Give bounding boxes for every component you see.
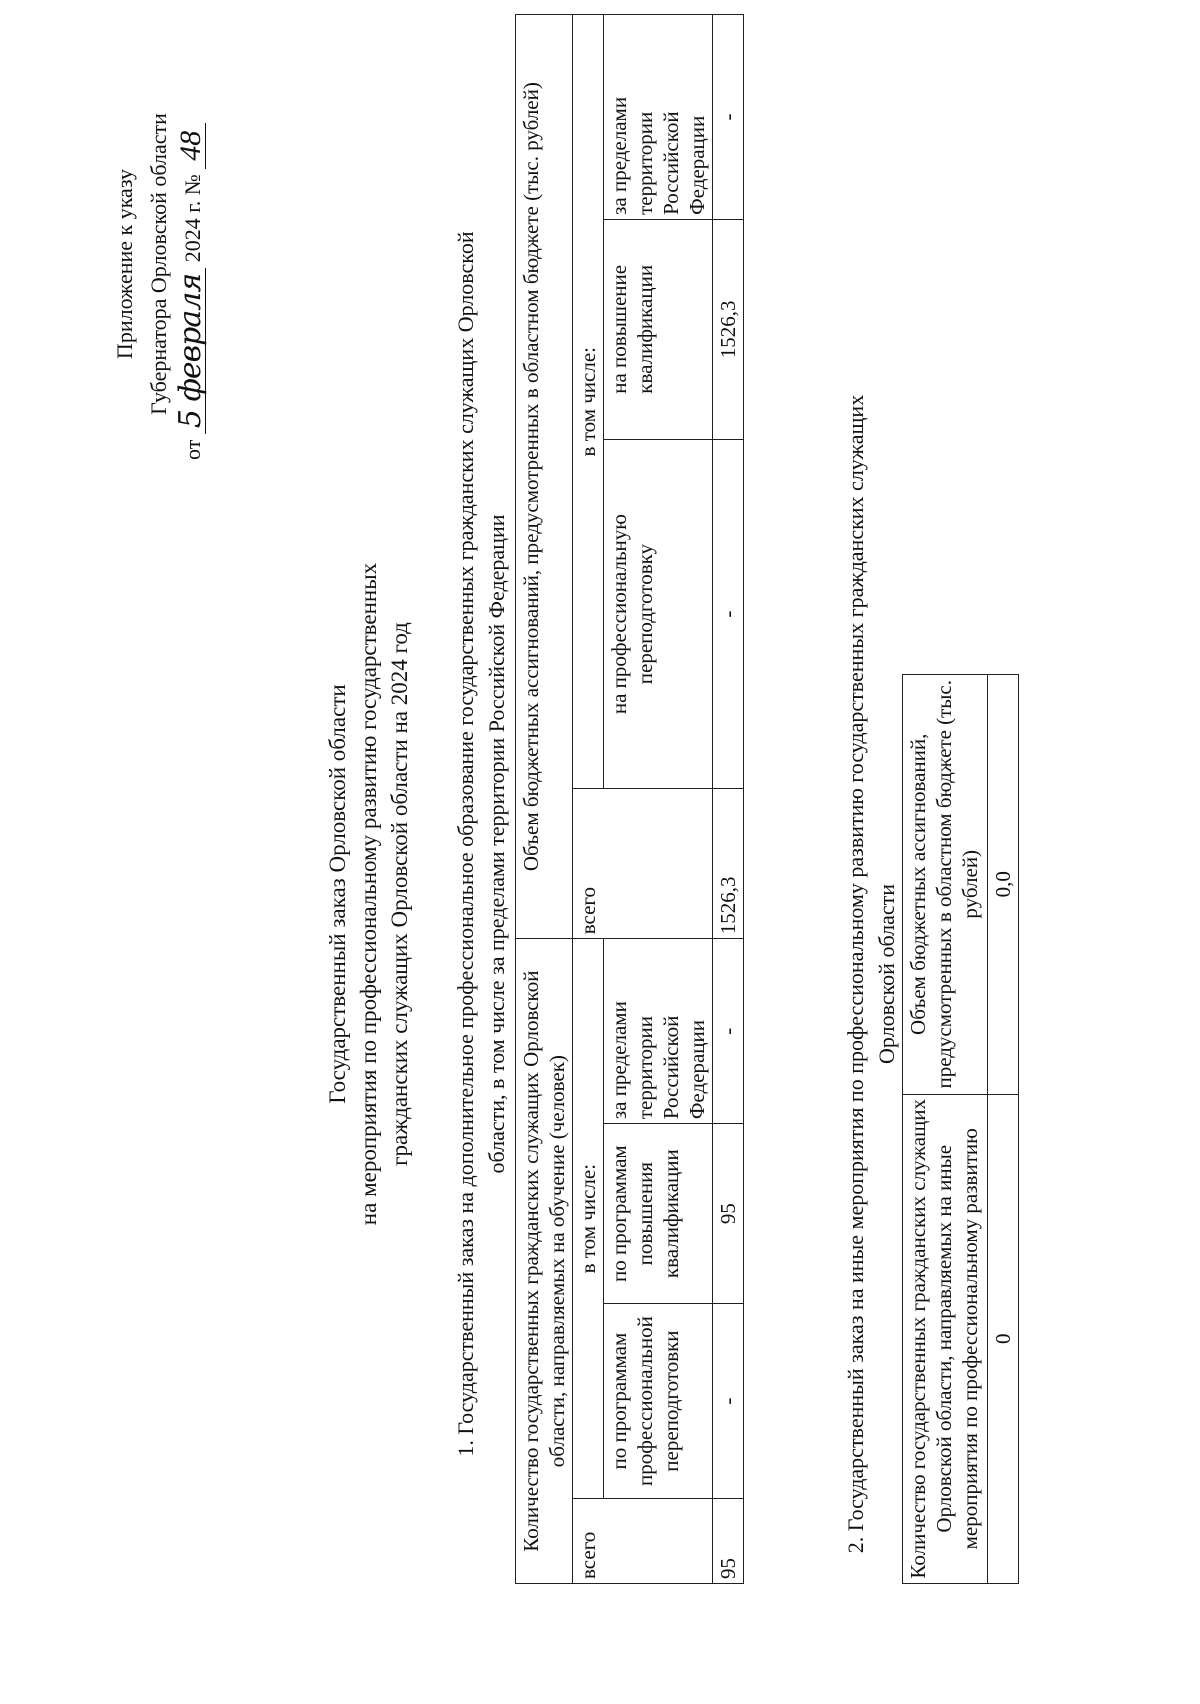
count-col-abroad: за пределами территории Российской Федерации [604, 939, 713, 1124]
count-including-label: в том числе: [573, 939, 604, 1499]
date-prefix: от [180, 439, 205, 460]
table-cell: - [713, 939, 744, 1124]
title-line2: на мероприятия по профессиональному развитию государственных [356, 562, 381, 1226]
table-cell: - [713, 439, 744, 789]
title-line3: гражданских служащих Орловской области на 2024 год [387, 622, 412, 1166]
document-title [322, 334, 415, 1454]
title-line1: Государственный заказ Орловской области [325, 684, 350, 1104]
table-cell: - [713, 15, 744, 220]
section1-heading-line1: 1. Государственный заказ на дополнительное профессиональное образование государственных гражданских служащих Орловской [453, 231, 478, 1457]
table-cell: 95 [713, 1124, 744, 1304]
section2-heading [840, 274, 902, 1674]
date-suffix: 2024 г. № [180, 174, 205, 263]
budget-header: Объем бюджетных ассигнований, предусмотренных в областном бюджете (тыс. рублей) [516, 15, 573, 939]
table-cell: - [713, 1304, 744, 1499]
table-cell: 0,0 [988, 675, 1019, 1095]
appendix-line1: Приложение к указу [112, 168, 137, 360]
budget-col-abroad: за пределами территории Российской Федерации [604, 15, 713, 220]
handwritten-date: 5 февраля [177, 268, 206, 434]
table-cell: 95 [713, 1499, 744, 1584]
count-header: Количество государственных гражданских служащих Орловской области, направляемых на обучение (человек) [516, 939, 573, 1584]
section2-heading-line1: 2. Государственный заказ на иные мероприятия по профессиональному развитию государственных гражданских служащих [843, 394, 868, 1554]
section1-heading-line2: области, в том числе за пределами территории Российской Федерации [484, 514, 509, 1174]
count-total-label: всего [573, 1499, 713, 1584]
section1-heading [450, 14, 512, 1674]
budget-header: Объем бюджетных ассигнований, предусмотренных в областном бюджете (тыс. рублей) [903, 675, 988, 1095]
table-cell: 0 [988, 1094, 1019, 1583]
appendix-line2: Губернатора Орловской области [146, 113, 171, 415]
table-cell: 1526,3 [713, 789, 744, 939]
section1-table [515, 14, 744, 1584]
section2-heading-line2: Орловской области [874, 884, 899, 1064]
table-cell: 1526,3 [713, 219, 744, 439]
appendix-header [108, 4, 210, 524]
appendix-date-line [173, 4, 210, 524]
count-col-qualification: по программам повышения квалификации [604, 1124, 713, 1304]
budget-including-label: в том числе: [573, 15, 604, 789]
count-header: Количество государственных гражданских служащих Орловской области, направляемых на иные мероприятия по профессиональному развитию [903, 1094, 988, 1583]
budget-total-label: всего [573, 789, 713, 939]
count-col-retraining: по программам профессиональной переподготовки [604, 1304, 713, 1499]
section2-table [902, 674, 1019, 1584]
handwritten-number: 48 [177, 123, 206, 169]
budget-col-retraining: на профессиональную переподготовку [604, 439, 713, 789]
budget-col-qualification: на повышение квалификации [604, 219, 713, 439]
